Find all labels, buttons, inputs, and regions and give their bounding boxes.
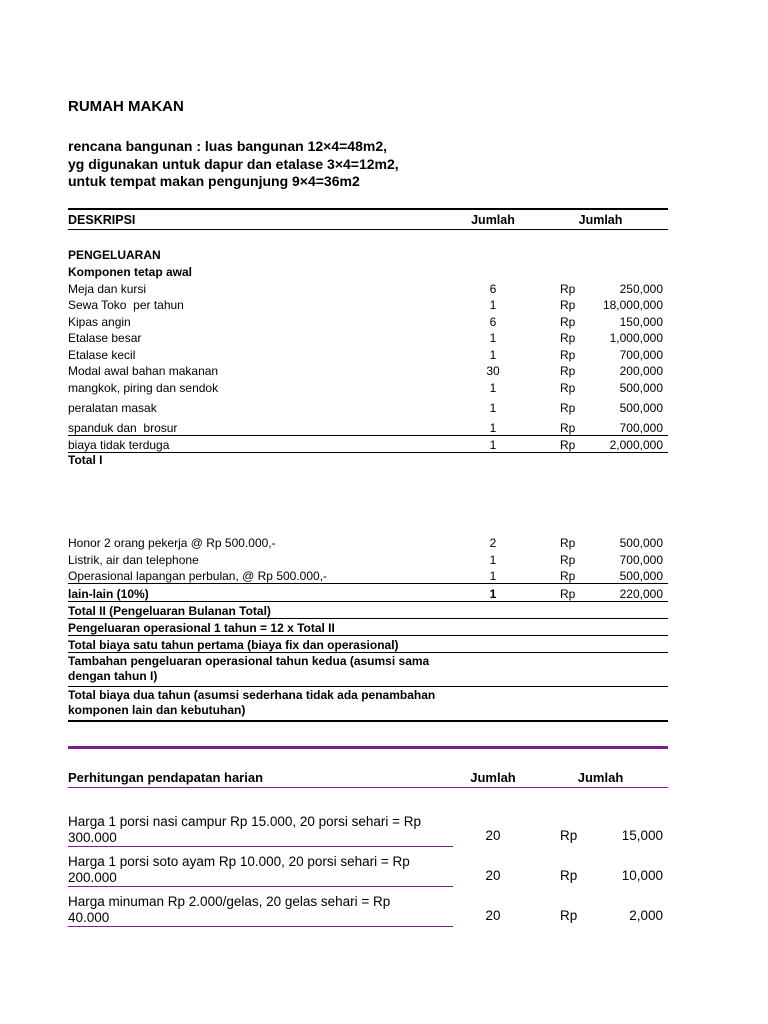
item-currency: Rp <box>560 314 576 329</box>
total-row <box>68 618 668 635</box>
column-header-quantity: Jumlah <box>453 209 533 230</box>
total-label: Pengeluaran operasional 1 tahun = 12 x Total II <box>68 618 453 635</box>
section-divider <box>68 746 668 749</box>
item-currency: Rp <box>533 567 588 584</box>
intro-line: untuk tempat makan pengunjung 9×4=36m2 <box>68 173 360 189</box>
item-quantity: 1 <box>489 552 497 567</box>
item-amount: 500,000 <box>619 536 664 550</box>
table-header-row <box>68 209 668 230</box>
table-row <box>68 296 668 313</box>
item-amount: 15,000 <box>621 828 664 843</box>
item-quantity: 1 <box>489 331 497 345</box>
total-row <box>68 601 668 618</box>
page-title: RUMAH MAKAN <box>68 98 184 115</box>
table-row <box>68 534 668 551</box>
item-quantity: 1 <box>453 567 533 584</box>
item-amount: 250,000 <box>619 281 664 296</box>
section-heading-row <box>68 245 668 262</box>
table-row <box>68 395 668 415</box>
item-currency: Rp <box>533 435 588 453</box>
item-quantity: 30 <box>486 364 500 378</box>
item-description: Modal awal bahan makanan <box>68 364 219 378</box>
item-description: spanduk dan brosur <box>68 415 453 436</box>
item-amount: 2,000,000 <box>588 435 668 453</box>
total-label: Total I <box>68 453 103 467</box>
item-currency: Rp <box>560 331 576 345</box>
item-currency: Rp <box>560 868 578 883</box>
item-currency: Rp <box>560 364 576 378</box>
item-description: Operasional lapangan perbulan, @ Rp 500.000,- <box>68 567 453 584</box>
total-row <box>68 453 668 470</box>
item-quantity: 1 <box>453 435 533 453</box>
item-amount: 500,000 <box>619 380 664 395</box>
item-quantity: 20 <box>485 908 501 923</box>
item-description: peralatan masak <box>68 400 157 415</box>
item-currency: Rp <box>560 347 576 362</box>
item-amount: 700,000 <box>619 552 664 567</box>
item-description: Meja dan kursi <box>68 281 147 296</box>
item-amount: 1,000,000 <box>609 331 664 345</box>
item-description: Harga 1 porsi nasi campur Rp 15.000, 20 porsi sehari = Rp 300.000 <box>68 806 453 846</box>
item-amount: 2,000 <box>629 908 664 923</box>
item-amount: 500,000 <box>619 400 664 415</box>
total-label: Total II (Pengeluaran Bulanan Total) <box>68 601 453 618</box>
total-label: Tambahan pengeluaran operasional tahun kedua (asumsi sama dengan tahun I) <box>68 652 453 686</box>
column-header-description: Perhitungan pendapatan harian <box>68 768 453 788</box>
item-amount: 150,000 <box>619 314 664 329</box>
table-row <box>68 567 668 584</box>
item-description: Etalase kecil <box>68 347 136 362</box>
item-description: biaya tidak terduga <box>68 435 453 453</box>
total-row <box>68 686 668 721</box>
total-row <box>68 652 668 686</box>
item-currency: Rp <box>560 536 576 550</box>
item-description: Sewa Toko per tahun <box>68 298 184 312</box>
subsection-heading-row <box>68 262 668 279</box>
item-currency: Rp <box>533 584 588 602</box>
table-row <box>68 435 668 453</box>
item-quantity: 2 <box>489 536 497 550</box>
table-row <box>68 279 668 296</box>
column-header-description: DESKRIPSI <box>68 209 453 230</box>
table-row <box>68 312 668 329</box>
item-quantity: 1 <box>489 380 497 395</box>
item-amount: 200,000 <box>619 364 664 378</box>
intro-line: rencana bangunan : luas bangunan 12×4=48m2, <box>68 138 387 154</box>
item-currency: Rp <box>560 908 578 923</box>
item-amount: 700,000 <box>588 415 668 436</box>
item-amount: 700,000 <box>619 347 664 362</box>
item-quantity: 6 <box>489 314 497 329</box>
item-amount: 220,000 <box>588 584 668 602</box>
item-quantity: 20 <box>485 828 501 843</box>
item-currency: Rp <box>560 828 578 843</box>
item-currency: Rp <box>560 400 576 415</box>
item-currency: Rp <box>533 415 588 436</box>
table-row <box>68 846 668 886</box>
total-label: Total biaya satu tahun pertama (biaya fix dan operasional) <box>68 635 453 652</box>
section-heading: PENGELUARAN <box>68 248 161 262</box>
item-quantity: 6 <box>489 281 497 296</box>
item-description: Listrik, air dan telephone <box>68 552 199 567</box>
item-quantity: 1 <box>489 400 497 415</box>
item-description: Harga minuman Rp 2.000/gelas, 20 gelas sehari = Rp 40.000 <box>68 886 453 926</box>
item-currency: Rp <box>560 281 576 296</box>
item-quantity: 1 <box>489 347 497 362</box>
item-currency: Rp <box>560 552 576 567</box>
table-row <box>68 550 668 567</box>
column-header-amount: Jumlah <box>533 768 668 788</box>
item-description: Honor 2 orang pekerja @ Rp 500.000,- <box>68 536 276 550</box>
item-description: Etalase besar <box>68 331 142 345</box>
table-row <box>68 362 668 379</box>
item-description: mangkok, piring dan sendok <box>68 380 219 395</box>
table-row <box>68 806 668 846</box>
total-row <box>68 635 668 652</box>
column-header-quantity: Jumlah <box>453 768 533 788</box>
item-amount: 18,000,000 <box>602 298 664 312</box>
building-plan-intro <box>68 138 399 191</box>
table-row <box>68 378 668 395</box>
table-row <box>68 415 668 436</box>
table-row <box>68 584 668 602</box>
column-header-amount: Jumlah <box>533 209 668 230</box>
item-description: Harga 1 porsi soto ayam Rp 10.000, 20 porsi sehari = Rp 200.000 <box>68 846 453 886</box>
item-amount: 10,000 <box>621 868 664 883</box>
income-table <box>68 768 668 927</box>
item-description: Kipas angin <box>68 314 131 329</box>
item-quantity: 1 <box>489 298 497 312</box>
subsection-heading: Komponen tetap awal <box>68 265 193 279</box>
item-quantity: 1 <box>453 584 533 602</box>
total-label: Total biaya dua tahun (asumsi sederhana tidak ada penambahan komponen lain dan kebutuhan) <box>68 686 453 721</box>
item-description: lain-lain (10%) <box>68 584 453 602</box>
item-amount: 500,000 <box>588 567 668 584</box>
intro-line: yg digunakan untuk dapur dan etalase 3×4=12m2, <box>68 155 399 172</box>
item-quantity: 1 <box>453 415 533 436</box>
expense-table <box>68 208 668 722</box>
item-quantity: 20 <box>485 868 501 883</box>
item-currency: Rp <box>560 380 576 395</box>
table-header-row <box>68 768 668 788</box>
table-row <box>68 329 668 346</box>
item-currency: Rp <box>560 298 576 312</box>
table-row <box>68 345 668 362</box>
table-row <box>68 886 668 926</box>
